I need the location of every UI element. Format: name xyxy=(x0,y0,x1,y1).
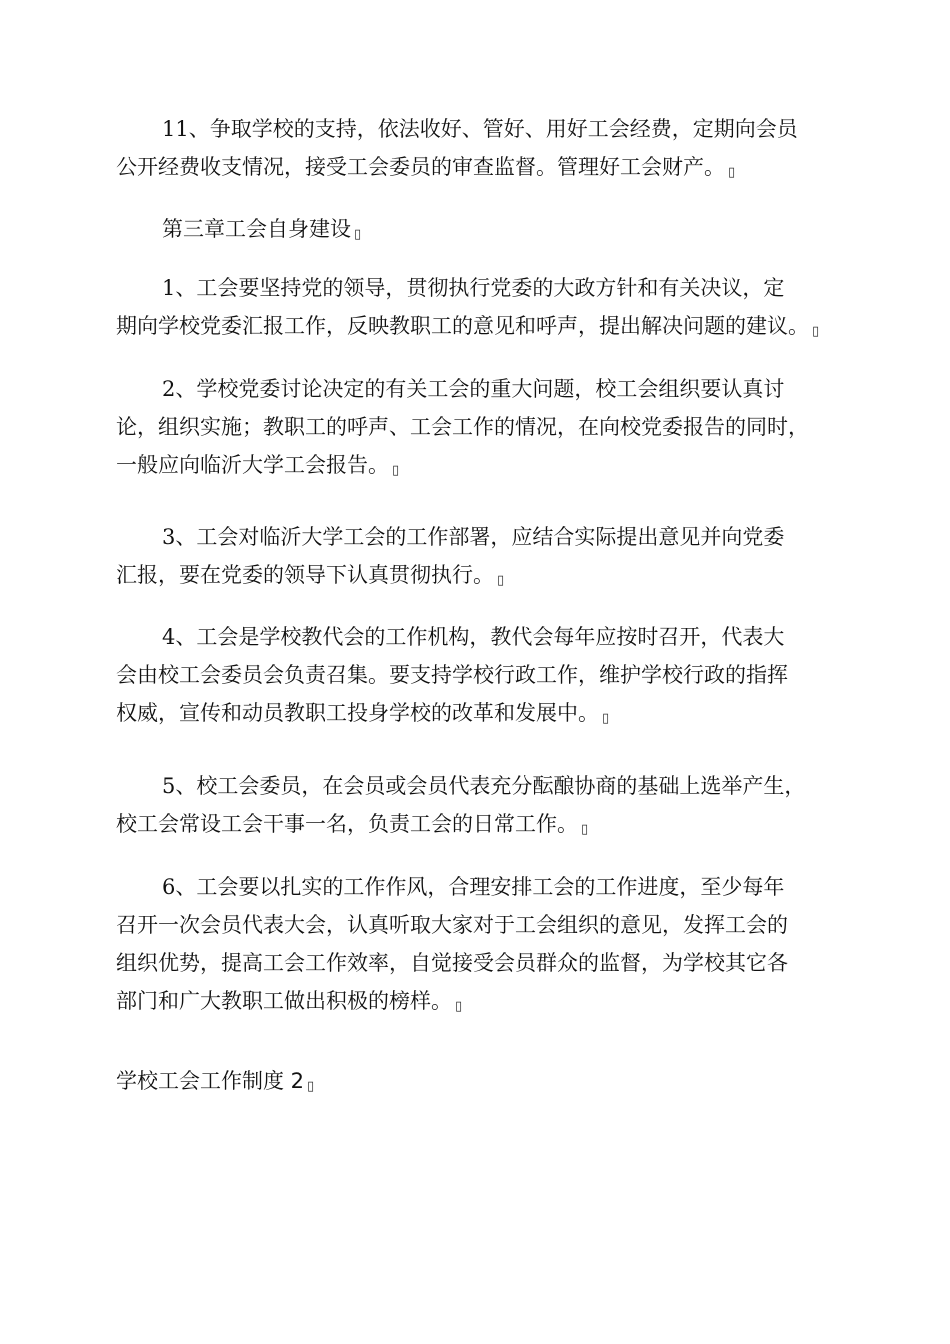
paragraph-mark-icon: ▯ xyxy=(497,573,505,588)
paragraph-line: 4、工会是学校教代会的工作机构，教代会每年应按时召开，代表大 xyxy=(162,625,785,649)
paragraph-item-2 xyxy=(116,370,836,484)
paragraph-line: 一般应向临沂大学工会报告。 ▯ xyxy=(116,453,400,478)
paragraph-mark-icon: ▯ xyxy=(455,999,463,1014)
section-heading: 学校工会工作制度 2 ▯ xyxy=(116,1069,315,1094)
chapter-heading xyxy=(116,210,836,248)
paragraph-mark-icon: ▯ xyxy=(307,1079,315,1094)
paragraph-line: 期向学校党委汇报工作，反映教职工的意见和呼声，提出解决问题的建议。 ▯ xyxy=(116,314,820,339)
paragraph-line: 召开一次会员代表大会，认真听取大家对于工会组织的意见，发挥工会的 xyxy=(116,913,788,937)
paragraph-line: 组织优势，提高工会工作效率，自觉接受会员群众的监督，为学校其它各 xyxy=(116,951,788,975)
paragraph-line: 汇报，要在党委的领导下认真贯彻执行。 ▯ xyxy=(116,563,505,588)
paragraph-item-11 xyxy=(116,110,836,186)
paragraph-item-4 xyxy=(116,618,836,732)
paragraph-line: 2、学校党委讨论决定的有关工会的重大问题，校工会组织要认真讨 xyxy=(162,377,785,401)
paragraph-line: 校工会常设工会干事一名，负责工会的日常工作。 ▯ xyxy=(116,812,589,837)
paragraph-item-1 xyxy=(116,269,836,345)
paragraph-mark-icon: ▯ xyxy=(728,165,736,180)
paragraph-line: 5、校工会委员，在会员或会员代表充分酝酿协商的基础上选举产生， xyxy=(162,774,806,798)
paragraph-line: 1、工会要坚持党的领导，贯彻执行党委的大政方针和有关决议，定 xyxy=(162,276,785,300)
paragraph-mark-icon: ▯ xyxy=(581,822,589,837)
paragraph-line: 11、争取学校的支持，依法收好、管好、用好工会经费，定期向会员 xyxy=(162,117,798,141)
paragraph-line: 部门和广大教职工做出积极的榜样。 ▯ xyxy=(116,989,463,1014)
paragraph-mark-icon: ▯ xyxy=(602,711,610,726)
paragraph-mark-icon: ▯ xyxy=(354,227,362,242)
paragraph-line: 会由校工会委员会负责召集。要支持学校行政工作，维护学校行政的指挥 xyxy=(116,663,788,687)
paragraph-line: 第三章工会自身建设 ▯ xyxy=(162,217,362,242)
paragraph-line: 权威，宣传和动员教职工投身学校的改革和发展中。 ▯ xyxy=(116,701,610,726)
paragraph-line: 3、工会对临沂大学工会的工作部署，应结合实际提出意见并向党委 xyxy=(162,525,785,549)
paragraph-mark-icon: ▯ xyxy=(812,324,820,339)
paragraph-item-5 xyxy=(116,767,836,843)
paragraph-line: 6、工会要以扎实的工作作风，合理安排工会的工作进度，至少每年 xyxy=(162,875,785,899)
paragraph-item-3 xyxy=(116,518,836,594)
paragraph-line: 公开经费收支情况，接受工会委员的审查监督。管理好工会财产。 ▯ xyxy=(116,155,736,180)
paragraph-line: 论，组织实施；教职工的呼声、工会工作的情况，在向校党委报告的同时， xyxy=(116,415,809,439)
paragraph-item-6 xyxy=(116,868,836,1020)
paragraph-mark-icon: ▯ xyxy=(392,463,400,478)
